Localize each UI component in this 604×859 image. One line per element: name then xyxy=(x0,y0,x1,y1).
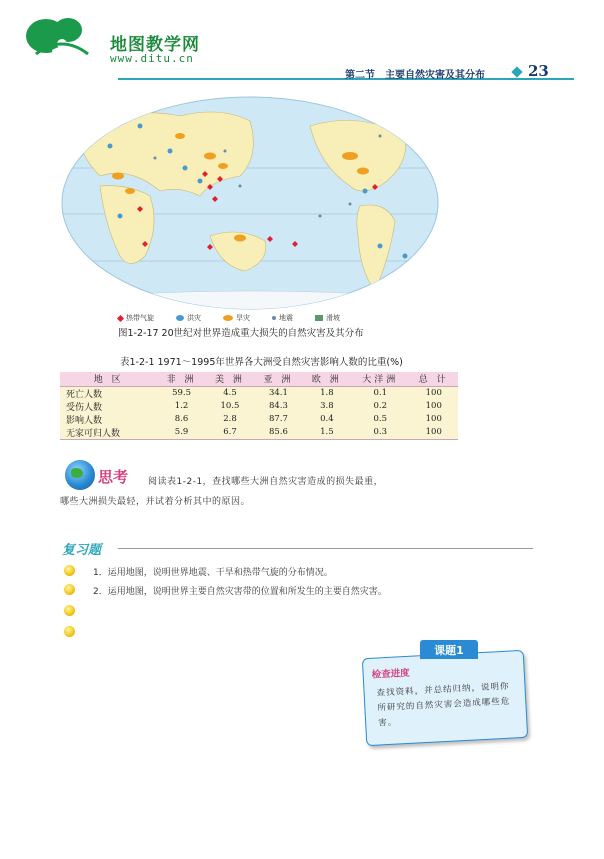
column-header: 美 洲 xyxy=(206,372,254,386)
table-cell: 3.8 xyxy=(303,400,351,413)
legend-item-cyclone: 热带气旋 xyxy=(118,311,154,325)
site-name: 地图教学网 xyxy=(110,35,200,55)
table-cell: 85.6 xyxy=(254,426,302,440)
section-title: 第二节 主要自然灾害及其分布 xyxy=(345,70,485,81)
cyclone-icon xyxy=(117,314,124,321)
bullet-icon xyxy=(64,605,75,616)
table-cell: 1.8 xyxy=(303,386,351,400)
figure-caption: 图1-2-17 20世纪对世界造成重大损失的自然灾害及其分布 xyxy=(118,328,364,339)
globe-icon xyxy=(65,460,95,490)
table-cell: 5.9 xyxy=(157,426,205,440)
review-divider xyxy=(118,548,533,549)
think-text-line1: 阅读表1-2-1，查找哪些大洲自然灾害造成的损失最重， xyxy=(148,477,384,487)
table-cell: 2.8 xyxy=(206,413,254,426)
table-cell: 1.2 xyxy=(157,400,205,413)
table-cell: 100 xyxy=(409,426,458,440)
column-header: 大洋洲 xyxy=(351,372,409,386)
table-cell: 4.5 xyxy=(206,386,254,400)
table-cell: 100 xyxy=(409,413,458,426)
flood-icon xyxy=(176,315,184,321)
table-cell: 0.4 xyxy=(303,413,351,426)
think-text-line2: 哪些大洲损失最轻，并试着分析其中的原因。 xyxy=(60,497,251,507)
legend-item-earthquake: 地震 xyxy=(272,311,293,325)
think-label: 思考 xyxy=(98,468,129,486)
column-header: 欧 洲 xyxy=(303,372,351,386)
table-cell: 0.2 xyxy=(351,400,409,413)
bullet-icon xyxy=(64,626,75,637)
table-cell: 84.3 xyxy=(254,400,302,413)
column-header: 亚 洲 xyxy=(254,372,302,386)
column-header: 非 洲 xyxy=(157,372,205,386)
row-header: 受伤人数 xyxy=(60,400,157,413)
table-cell: 10.5 xyxy=(206,400,254,413)
row-header: 无家可归人数 xyxy=(60,426,157,440)
table-cell: 34.1 xyxy=(254,386,302,400)
table-cell: 87.7 xyxy=(254,413,302,426)
review-title: 复习题 xyxy=(62,543,102,558)
table-row xyxy=(60,386,458,400)
table-row xyxy=(60,400,458,413)
review-question-2: 2．运用地图，说明世界主要自然灾害带的位置和所发生的主要自然灾害。 xyxy=(93,587,387,597)
diamond-icon xyxy=(511,66,522,77)
task-card xyxy=(362,650,528,746)
page-number: 23 xyxy=(528,62,549,80)
landslide-icon xyxy=(315,315,323,321)
table-cell: 59.5 xyxy=(157,386,205,400)
legend-item-landslide: 滑坡 xyxy=(315,311,340,325)
drought-icon xyxy=(223,315,233,321)
disaster-impact-table xyxy=(60,372,458,440)
task-card-heading: 检查进度 xyxy=(371,667,410,681)
world-disaster-map xyxy=(60,96,440,311)
table-cell: 100 xyxy=(409,400,458,413)
table-row xyxy=(60,413,458,426)
bullet-icon xyxy=(64,565,75,576)
site-logo xyxy=(22,14,102,72)
site-url[interactable]: www.ditu.cn xyxy=(110,52,194,65)
task-card-tab: 课题1 xyxy=(420,640,478,659)
table-cell: 0.5 xyxy=(351,413,409,426)
table-cell: 8.6 xyxy=(157,413,205,426)
legend-item-drought: 旱灾 xyxy=(223,311,250,325)
legend-item-flood: 洪灾 xyxy=(176,311,201,325)
table-cell: 0.3 xyxy=(351,426,409,440)
map-legend xyxy=(118,311,448,325)
bullet-icon xyxy=(64,584,75,595)
table-title: 表1-2-1 1971～1995年世界各大洲受自然灾害影响人数的比重(%) xyxy=(120,357,403,368)
table-row xyxy=(60,426,458,440)
table-cell: 100 xyxy=(409,386,458,400)
table-header-row xyxy=(60,372,458,386)
table-cell: 1.5 xyxy=(303,426,351,440)
review-question-1: 1．运用地图，说明世界地震、干旱和热带气旋的分布情况。 xyxy=(93,568,333,578)
column-header: 地 区 xyxy=(60,372,157,386)
task-card-body: 查找资料，并总结归纳，说明你所研究的自然灾害会造成哪些危害。 xyxy=(376,681,511,729)
table-cell: 0.1 xyxy=(351,386,409,400)
table-cell: 6.7 xyxy=(206,426,254,440)
row-header: 死亡人数 xyxy=(60,386,157,400)
column-header: 总 计 xyxy=(409,372,458,386)
row-header: 影响人数 xyxy=(60,413,157,426)
earthquake-icon xyxy=(272,316,276,320)
